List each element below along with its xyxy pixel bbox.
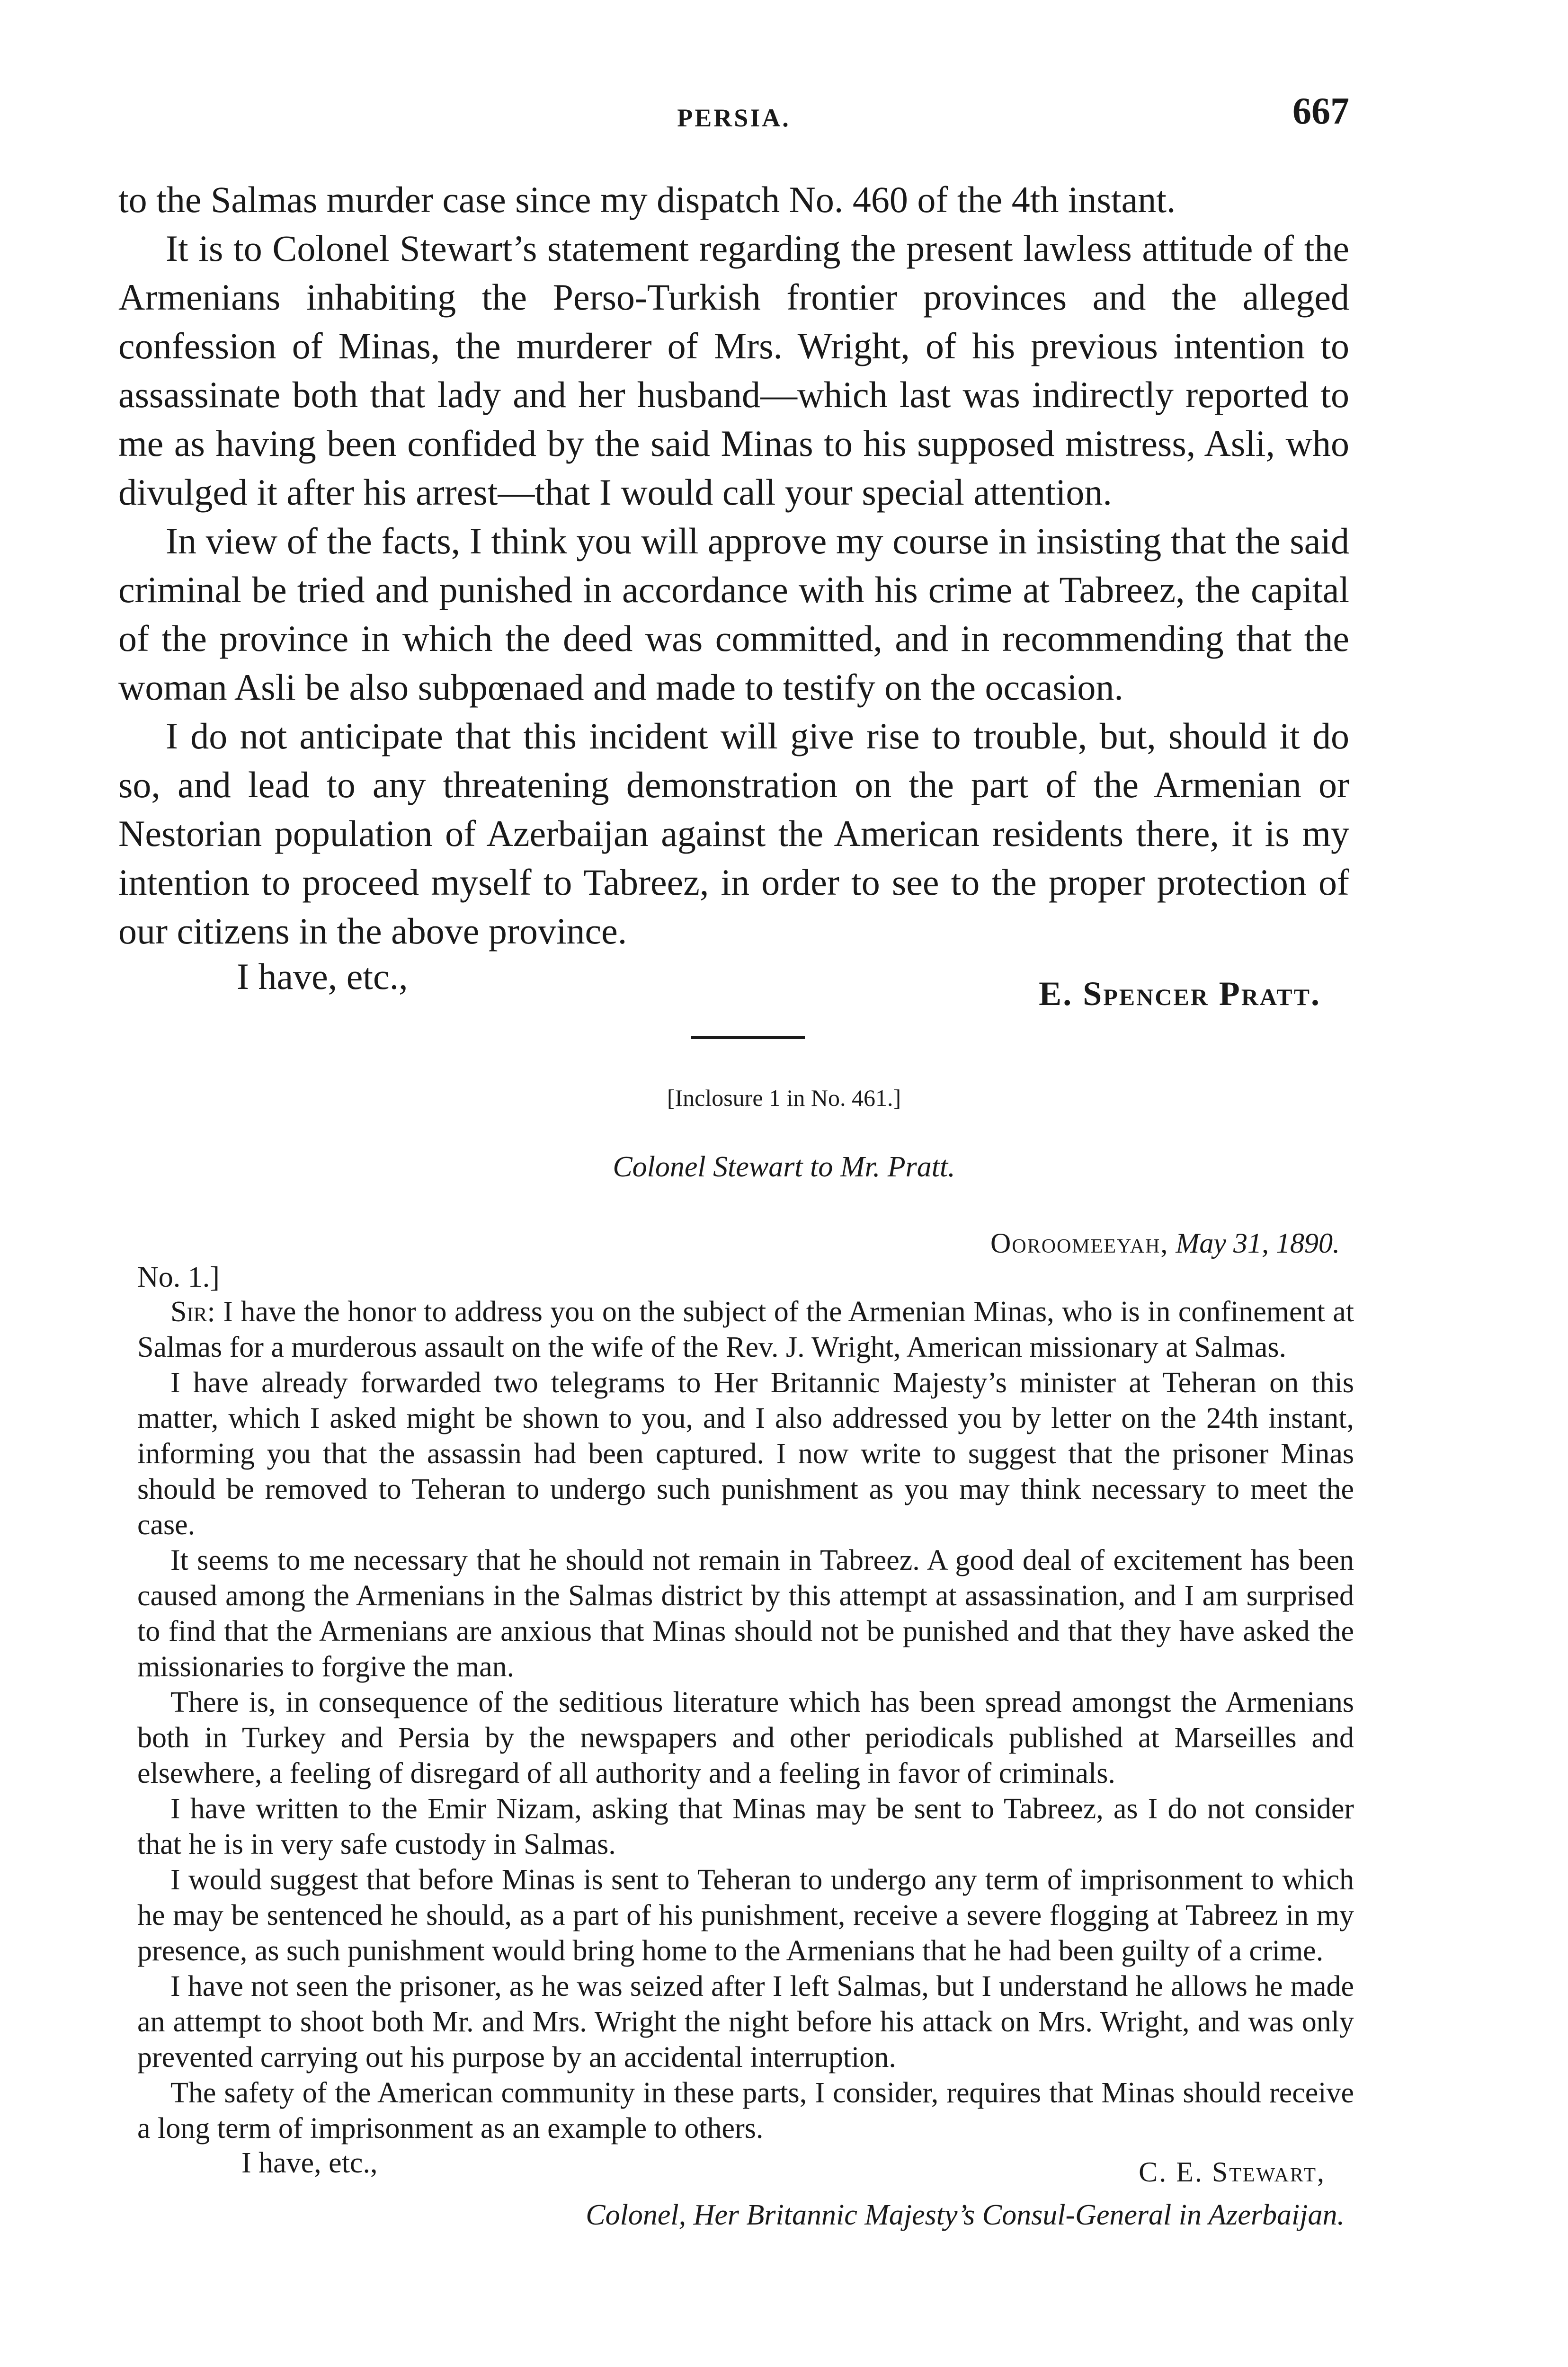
inclosure-paragraph: I have not seen the prisoner, as he was seized after I left Salmas, but I understand he allows he made an attempt to shoot both Mr. and Mrs. Wright the night before his attack on Mrs. Wright, and was only prevented carrying out his purpose by an accidental interruption. xyxy=(137,1970,1354,2073)
inclosure-paragraph: The safety of the American community in these parts, I consider, requires that Minas should receive a long term of imprisonment as an example to others. xyxy=(137,2077,1354,2145)
running-head xyxy=(118,90,1349,142)
place-name: Ooroomeeyah, xyxy=(990,1228,1169,1259)
letter-date: May 31, 1890. xyxy=(1176,1228,1340,1259)
letter-paragraph-continued: to the Salmas murder case since my dispatch No. 460 of the 4th instant. xyxy=(118,179,1176,220)
letter-closing xyxy=(118,955,1349,1012)
inclosure-paragraph: It seems to me necessary that he should not remain in Tabreez. A good deal of excitement has been caused among the Armenians in the Salmas district by this attempt at assassination, and I am surprised to find that the Armenians are anxious that Minas should not be punished and that they have asked the missionaries to forgive the man. xyxy=(137,1544,1354,1683)
letter-body xyxy=(118,175,1349,1012)
inclosure-paragraph: I have written to the Emir Nizam, asking that Minas may be sent to Tabreez, as I do not consider that he is in very safe custody in Salmas. xyxy=(137,1793,1354,1860)
letter-number: No. 1.] xyxy=(137,1261,220,1293)
signatory-title: Colonel, Her Britannic Majesty’s Consul-General in Azerbaijan. xyxy=(586,2199,1345,2231)
inclosure-paragraph: I would suggest that before Minas is sent to Teheran to undergo any term of imprisonment to which he may be sentenced he should, as a part of his punishment, receive a severe flogging at Tabreez in my presence, as such punishment would bring home to the Armenians that he had been guilty of a crime. xyxy=(137,1864,1354,1967)
inclosure-closing xyxy=(137,2146,1354,2217)
inclosure-heading: Colonel Stewart to Mr. Pratt. xyxy=(613,1151,955,1183)
inclosure-complimentary-close: I have, etc., xyxy=(241,2147,378,2179)
inclosure-paragraph-opening xyxy=(137,1294,1354,1365)
inclosure-paragraph: I have already forwarded two telegrams to Her Britannic Majesty’s minister at Teheran on this matter, which I asked might be shown to you, and I also addressed you by letter on the 24th instant, informing you that the assassin had been captured. I now write to suggest that the prisoner Minas should be removed to Teheran to undergo such punishment as you may think necessary to meet the case. xyxy=(137,1367,1354,1541)
page-number: 667 xyxy=(1292,90,1349,132)
letter-complimentary-close: I have, etc., xyxy=(237,956,408,997)
inclosure-caption: [Inclosure 1 in No. 461.] xyxy=(667,1085,901,1111)
letter-paragraph: I do not anticipate that this incident will give rise to trouble, but, should it do so, and lead to any threatening demonstration on the part of the Armenian or Nestorian population of Azerbaijan against the American residents there, it is my intention to proceed myself to Tabreez, in order to see to the proper protection of our citizens in the above province. xyxy=(118,715,1349,952)
letter-signature: E. Spencer Pratt. xyxy=(1039,975,1321,1013)
letter-paragraph: In view of the facts, I think you will approve my course in insisting that the said criminal be tried and punished in accordance with his crime at Tabreez, the capital of the province in which the deed was committed, and in recommending that the woman Asli be also subpœnaed and made to testify on the occasion. xyxy=(118,520,1349,708)
opening-text: I have the honor to address you on the subject of the Armenian Minas, who is in confinement at Salmas for a murderous assault on the wife of the Rev. J. Wright, American missionary at Salmas. xyxy=(137,1296,1354,1363)
letter-paragraph: It is to Colonel Stewart’s statement regarding the present lawless attitude of the Armenians inhabiting the Perso-Turkish frontier provinces and the alleged confession of Minas, the murderer of Mrs. Wright, of his previous intention to assassinate both that lady and her husband—which last was indirectly reported to me as having been confided by the said Minas to his supposed mistress, Asli, who divulged it after his arrest—that I would call your special attention. xyxy=(118,228,1349,513)
inclosure-paragraph: There is, in consequence of the seditious literature which has been spread amongst the Armenians both in Turkey and Persia by the newspapers and other periodicals published at Marseilles and elsewhere, a feeling of disregard of all authority and a feeling in favor of criminals. xyxy=(137,1686,1354,1789)
salutation: Sir: xyxy=(170,1296,215,1328)
section-divider xyxy=(691,1036,805,1039)
inclosure-letter xyxy=(137,1226,1354,2232)
running-title: PERSIA. xyxy=(677,104,791,132)
inclosure-signature: C. E. Stewart, xyxy=(1139,2156,1326,2188)
place-date-line xyxy=(137,1226,1340,1260)
